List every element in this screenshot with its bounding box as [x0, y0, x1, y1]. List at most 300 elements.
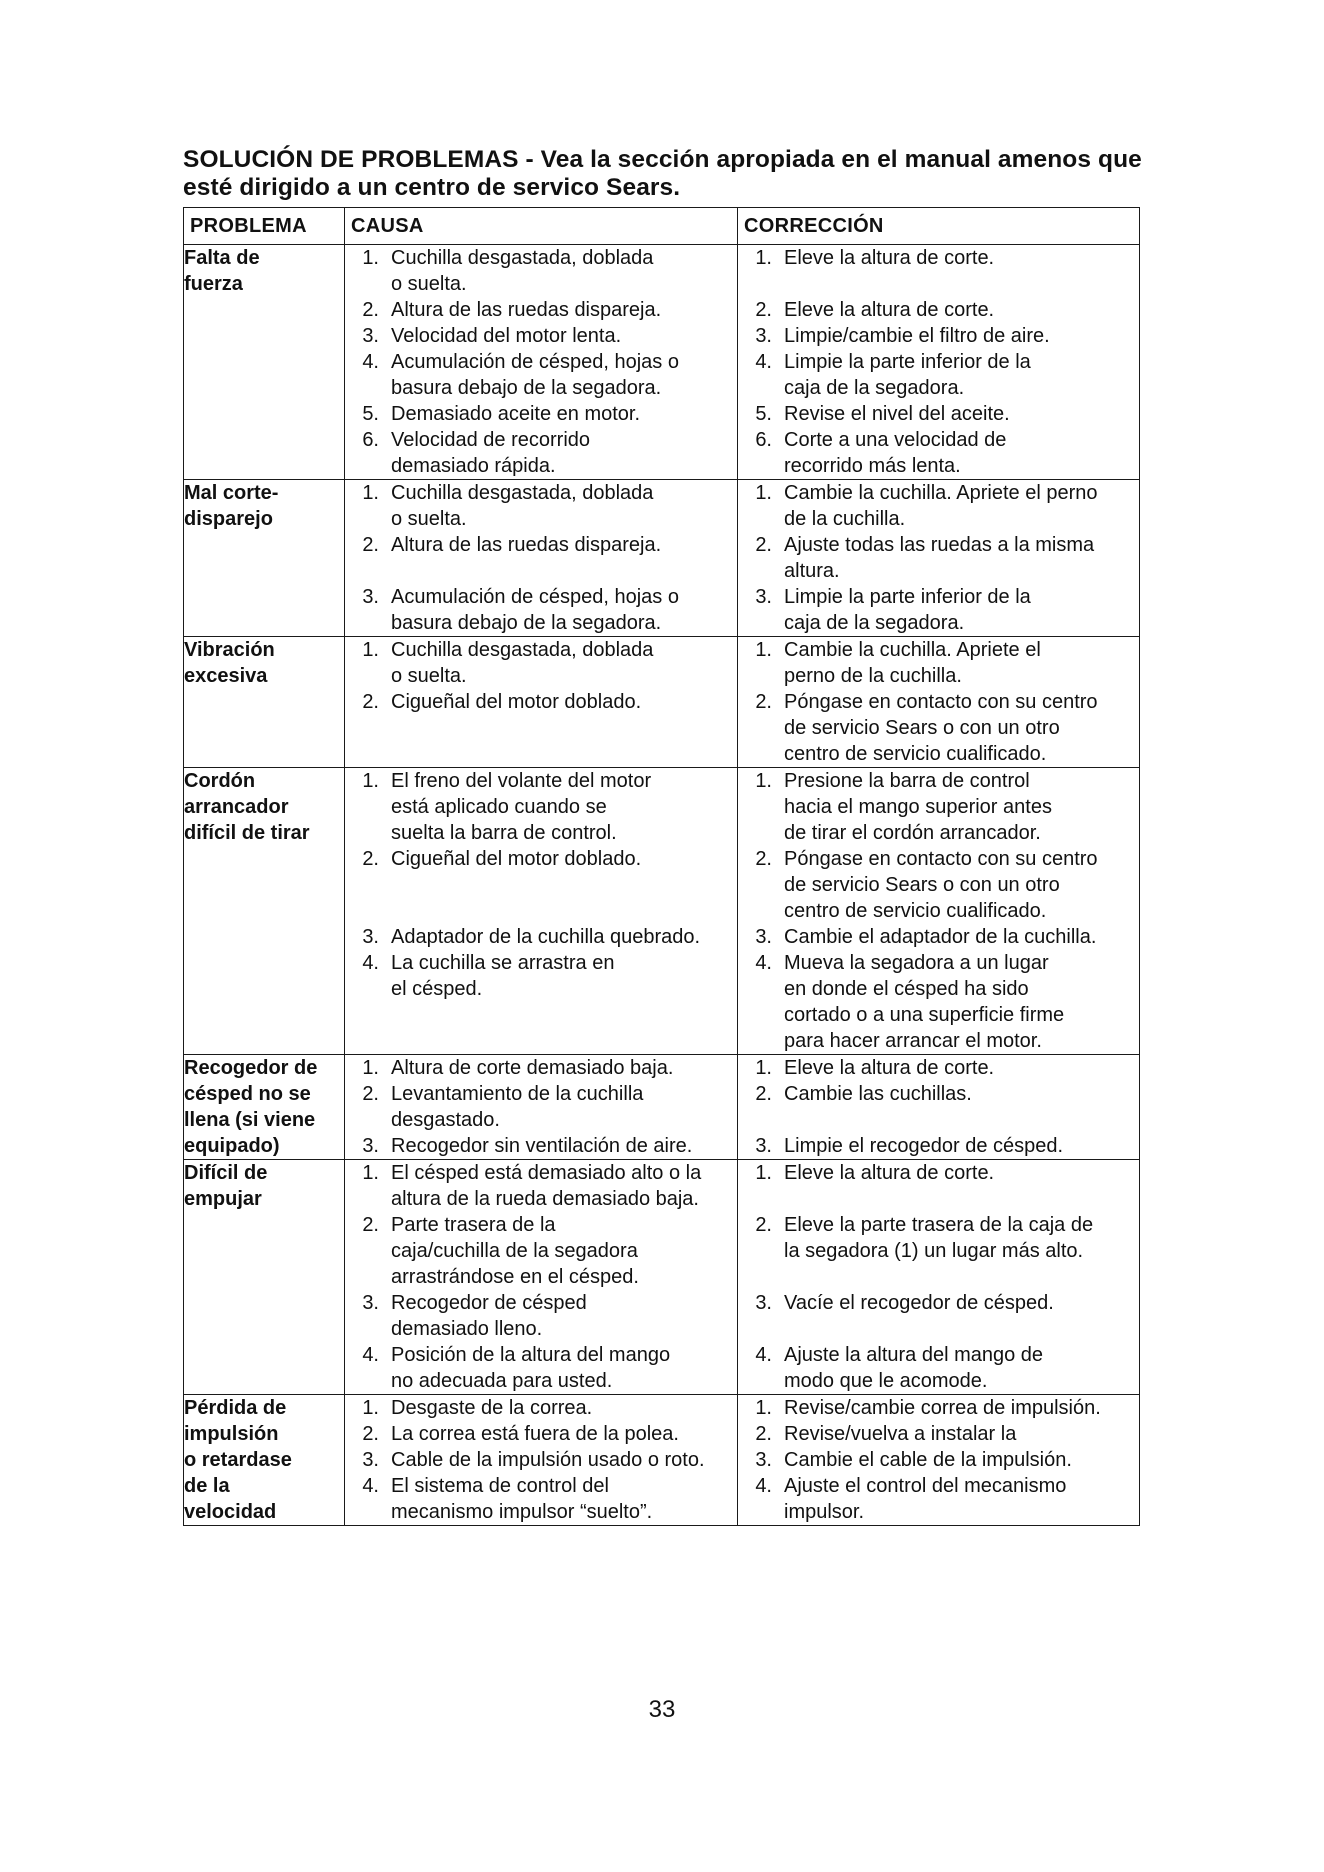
problem-text: equipado) — [184, 1135, 280, 1157]
cause-item — [345, 637, 737, 689]
heading-line-1: SOLUCIÓN DE PROBLEMAS - Vea la sección apropiada en el manual amenos que — [183, 146, 1142, 173]
problem-cell — [184, 480, 345, 637]
item-text — [391, 950, 737, 1002]
item-line: La correa está fuera de la polea. — [391, 1423, 679, 1445]
item-text — [784, 427, 1139, 479]
item-line: de tirar el cordón arrancador. — [784, 822, 1041, 844]
item-line: Póngase en contacto con su centro — [784, 691, 1098, 713]
item-line: suelta la barra de control. — [391, 822, 617, 844]
item-line: Parte trasera de la — [391, 1214, 556, 1236]
item-number: 3. — [362, 1135, 379, 1157]
problem-cell — [184, 1395, 345, 1526]
problem-text: arrancador — [184, 796, 289, 818]
cause-cell — [345, 480, 738, 637]
item-number: 4. — [362, 351, 379, 373]
item-line: Altura de las ruedas dispareja. — [391, 534, 662, 556]
item-line: Velocidad de recorrido — [391, 429, 591, 451]
item-line: arrastrándose en el césped. — [391, 1266, 639, 1288]
cause-item — [345, 532, 737, 584]
problem-cell — [184, 245, 345, 480]
fix-item — [738, 297, 1139, 323]
item-line: Vacíe el recogedor de césped. — [784, 1292, 1054, 1314]
cause-item — [345, 1473, 737, 1525]
item-line: Limpie el recogedor de césped. — [784, 1135, 1064, 1157]
fix-item — [738, 401, 1139, 427]
item-line: en donde el césped ha sido — [784, 978, 1029, 1000]
item-number: 3. — [362, 586, 379, 608]
cause-item — [345, 689, 737, 715]
item-text — [784, 532, 1139, 584]
item-text — [391, 1160, 737, 1212]
item-line: no adecuada para usted. — [391, 1370, 613, 1392]
cause-item — [345, 1421, 737, 1447]
item-number: 1. — [362, 482, 379, 504]
fix-cell — [738, 245, 1140, 480]
item-line: El césped está demasiado alto o la — [391, 1162, 702, 1184]
table-row — [184, 1055, 1140, 1160]
item-text — [784, 1081, 1139, 1133]
item-line: demasiado lleno. — [391, 1318, 543, 1340]
item-line: basura debajo de la segadora. — [391, 612, 662, 634]
fix-item — [738, 1290, 1139, 1342]
item-number: 1. — [362, 1397, 379, 1419]
item-line — [391, 898, 737, 924]
item-number: 3. — [755, 1135, 772, 1157]
item-text — [391, 480, 737, 532]
item-text — [784, 1133, 1139, 1159]
problem-text: empujar — [184, 1188, 262, 1210]
item-line: altura de la rueda demasiado baja. — [391, 1188, 699, 1210]
item-number: 1. — [362, 1162, 379, 1184]
item-line: Eleve la altura de corte. — [784, 1057, 995, 1079]
item-line: Limpie/cambie el filtro de aire. — [784, 325, 1050, 347]
item-text — [391, 689, 737, 715]
problem-text: de la — [184, 1475, 230, 1497]
item-text — [784, 846, 1139, 924]
item-number: 2. — [362, 848, 379, 870]
item-number: 1. — [755, 482, 772, 504]
troubleshooting-table — [183, 207, 1140, 1526]
page-number: 33 — [648, 1696, 676, 1723]
item-text — [784, 768, 1139, 846]
item-line: altura. — [784, 560, 840, 582]
item-line: Cigueñal del motor doblado. — [391, 691, 642, 713]
item-line — [784, 1107, 1139, 1133]
item-line: Eleve la altura de corte. — [784, 247, 995, 269]
fix-item — [738, 532, 1139, 584]
table-row — [184, 768, 1140, 1055]
table-row — [184, 245, 1140, 480]
item-line: La cuchilla se arrastra en — [391, 952, 615, 974]
item-line — [784, 1264, 1139, 1290]
fix-cell — [738, 1395, 1140, 1526]
item-text — [784, 297, 1139, 323]
cause-item — [345, 1055, 737, 1081]
item-number: 4. — [362, 1344, 379, 1366]
item-number: 2. — [755, 1423, 772, 1445]
cause-item — [345, 427, 737, 479]
item-line: Revise/vuelva a instalar la — [784, 1423, 1017, 1445]
item-text — [391, 1421, 737, 1447]
item-line: Levantamiento de la cuchilla — [391, 1083, 644, 1105]
item-number: 3. — [755, 926, 772, 948]
item-number: 4. — [755, 1475, 772, 1497]
cause-item — [345, 245, 737, 297]
item-line: Mueva la segadora a un lugar — [784, 952, 1049, 974]
item-text — [784, 1160, 1139, 1212]
item-number: 3. — [755, 1292, 772, 1314]
item-line: o suelta. — [391, 508, 467, 530]
fix-cell — [738, 1160, 1140, 1395]
item-number: 4. — [362, 952, 379, 974]
item-line: Cambie las cuchillas. — [784, 1083, 972, 1105]
item-line: impulsor. — [784, 1501, 865, 1523]
item-text — [391, 1290, 737, 1342]
item-number: 5. — [755, 403, 772, 425]
problem-text: velocidad — [184, 1501, 277, 1523]
problem-text: Falta de — [184, 247, 260, 269]
cause-item — [345, 924, 737, 950]
item-number: 2. — [755, 691, 772, 713]
cause-item — [345, 1447, 737, 1473]
problem-cell — [184, 637, 345, 768]
page-heading — [183, 146, 1143, 202]
item-text — [391, 1395, 737, 1421]
fix-item — [738, 349, 1139, 401]
fix-item — [738, 950, 1139, 1054]
item-number: 1. — [362, 639, 379, 661]
item-number: 4. — [755, 1344, 772, 1366]
item-line: Demasiado aceite en motor. — [391, 403, 641, 425]
fix-item — [738, 1055, 1139, 1081]
item-number: 2. — [362, 1423, 379, 1445]
item-text — [391, 1081, 737, 1133]
item-line: Altura de corte demasiado baja. — [391, 1057, 674, 1079]
item-number: 1. — [362, 247, 379, 269]
item-line: demasiado rápida. — [391, 455, 556, 477]
item-line: mecanismo impulsor “suelto”. — [391, 1501, 653, 1523]
item-line: caja/cuchilla de la segadora — [391, 1240, 638, 1262]
fix-item — [738, 637, 1139, 689]
item-number: 1. — [755, 1397, 772, 1419]
item-line: Recogedor sin ventilación de aire. — [391, 1135, 693, 1157]
item-line: Limpie la parte inferior de la — [784, 351, 1031, 373]
fix-cell — [738, 637, 1140, 768]
fix-item — [738, 427, 1139, 479]
item-line: Altura de las ruedas dispareja. — [391, 299, 662, 321]
item-line: caja de la segadora. — [784, 612, 965, 634]
item-line: cortado o a una superficie firme — [784, 1004, 1065, 1026]
item-number: 1. — [362, 1057, 379, 1079]
item-line: o suelta. — [391, 273, 467, 295]
item-line: Revise el nivel del aceite. — [784, 403, 1010, 425]
item-text — [784, 480, 1139, 532]
fix-item — [738, 1395, 1139, 1421]
item-text — [391, 349, 737, 401]
cause-item — [345, 323, 737, 349]
item-number: 2. — [362, 534, 379, 556]
item-number: 1. — [362, 770, 379, 792]
item-line: Ajuste la altura del mango de — [784, 1344, 1044, 1366]
problem-text: disparejo — [184, 508, 273, 530]
item-line: Cuchilla desgastada, doblada — [391, 639, 654, 661]
item-line: de servicio Sears o con un otro — [784, 874, 1060, 896]
item-line: centro de servicio cualificado. — [784, 900, 1047, 922]
fix-item — [738, 1133, 1139, 1159]
item-line: Cambie el adaptador de la cuchilla. — [784, 926, 1097, 948]
item-text — [784, 1473, 1139, 1525]
item-line: Presione la barra de control — [784, 770, 1030, 792]
cause-item — [345, 1133, 737, 1159]
fix-cell — [738, 1055, 1140, 1160]
item-line: Recogedor de césped — [391, 1292, 587, 1314]
item-line: Desgaste de la correa. — [391, 1397, 593, 1419]
item-line: centro de servicio cualificado. — [784, 743, 1047, 765]
cause-item — [345, 950, 737, 1002]
item-line: Acumulación de césped, hojas o — [391, 351, 679, 373]
item-text — [391, 1342, 737, 1394]
cause-item — [345, 297, 737, 323]
cause-item — [345, 768, 737, 846]
fix-item — [738, 689, 1139, 767]
cause-item — [345, 1290, 737, 1342]
item-number: 3. — [755, 325, 772, 347]
cause-cell — [345, 1055, 738, 1160]
problem-text: llena (si viene — [184, 1109, 316, 1131]
item-line: el césped. — [391, 978, 483, 1000]
item-text — [784, 1342, 1139, 1394]
table-row — [184, 637, 1140, 768]
problem-text: Recogedor de — [184, 1057, 318, 1079]
item-text — [391, 584, 737, 636]
problem-text: césped no se — [184, 1083, 311, 1105]
item-line: modo que le acomode. — [784, 1370, 988, 1392]
item-line: para hacer arrancar el motor. — [784, 1030, 1042, 1052]
problem-text: impulsión — [184, 1423, 279, 1445]
item-text — [784, 637, 1139, 689]
item-text — [784, 950, 1139, 1054]
item-text — [784, 401, 1139, 427]
item-line: de la cuchilla. — [784, 508, 906, 530]
item-text — [391, 1055, 737, 1081]
item-line: Ajuste todas las ruedas a la misma — [784, 534, 1095, 556]
item-line: Acumulación de césped, hojas o — [391, 586, 679, 608]
item-line: Limpie la parte inferior de la — [784, 586, 1031, 608]
item-text — [784, 1055, 1139, 1081]
item-text — [391, 768, 737, 846]
item-number: 1. — [755, 247, 772, 269]
table-body — [184, 245, 1140, 1526]
fix-item — [738, 924, 1139, 950]
item-number: 1. — [755, 1162, 772, 1184]
cause-item — [345, 480, 737, 532]
item-number: 3. — [362, 325, 379, 347]
item-line: perno de la cuchilla. — [784, 665, 962, 687]
item-text — [784, 689, 1139, 767]
table-row — [184, 1395, 1140, 1526]
item-line: está aplicado cuando se — [391, 796, 607, 818]
item-number: 3. — [362, 1292, 379, 1314]
item-text — [391, 323, 737, 349]
item-line: Corte a una velocidad de — [784, 429, 1007, 451]
item-text — [391, 532, 737, 584]
problem-text: Difícil de — [184, 1162, 268, 1184]
problem-text: Mal corte- — [184, 482, 279, 504]
item-line: Eleve la parte trasera de la caja de — [784, 1214, 1094, 1236]
problem-text: difícil de tirar — [184, 822, 310, 844]
item-line: Cable de la impulsión usado o roto. — [391, 1449, 705, 1471]
header-problem: PROBLEMA — [184, 208, 345, 245]
item-text — [784, 1395, 1139, 1421]
cause-cell — [345, 768, 738, 1055]
problem-text: o retardase — [184, 1449, 292, 1471]
problem-cell — [184, 1160, 345, 1395]
item-number: 4. — [362, 1475, 379, 1497]
item-text — [391, 637, 737, 689]
item-number: 5. — [362, 403, 379, 425]
problem-text: Cordón — [184, 770, 256, 792]
item-number: 2. — [755, 1214, 772, 1236]
header-cause: CAUSA — [345, 208, 738, 245]
cause-item — [345, 349, 737, 401]
item-text — [391, 1212, 737, 1290]
item-text — [391, 245, 737, 297]
item-text — [391, 924, 737, 950]
item-line: Cambie la cuchilla. Apriete el — [784, 639, 1041, 661]
item-text — [391, 1447, 737, 1473]
item-number: 1. — [755, 770, 772, 792]
item-line: El freno del volante del motor — [391, 770, 652, 792]
item-line: Cambie el cable de la impulsión. — [784, 1449, 1072, 1471]
cause-cell — [345, 245, 738, 480]
item-line: El sistema de control del — [391, 1475, 609, 1497]
item-line: Cigueñal del motor doblado. — [391, 848, 642, 870]
item-number: 2. — [755, 1083, 772, 1105]
item-text — [784, 1212, 1139, 1290]
item-number: 3. — [755, 586, 772, 608]
item-line: Cuchilla desgastada, doblada — [391, 482, 654, 504]
cause-item — [345, 1212, 737, 1290]
item-line: de servicio Sears o con un otro — [784, 717, 1060, 739]
cause-item — [345, 1342, 737, 1394]
cause-cell — [345, 1395, 738, 1526]
item-number: 2. — [362, 1083, 379, 1105]
cause-item — [345, 401, 737, 427]
problem-cell — [184, 768, 345, 1055]
item-number: 2. — [362, 691, 379, 713]
item-line: caja de la segadora. — [784, 377, 965, 399]
problem-text: Pérdida de — [184, 1397, 287, 1419]
item-text — [784, 1290, 1139, 1342]
item-text — [391, 1133, 737, 1159]
item-line: recorrido más lenta. — [784, 455, 961, 477]
fix-item — [738, 1342, 1139, 1394]
problem-text: Vibración — [184, 639, 275, 661]
item-line: Revise/cambie correa de impulsión. — [784, 1397, 1101, 1419]
item-line: Ajuste el control del mecanismo — [784, 1475, 1067, 1497]
table-row — [184, 480, 1140, 637]
item-line: Adaptador de la cuchilla quebrado. — [391, 926, 701, 948]
cause-item — [345, 1395, 737, 1421]
item-line: Eleve la altura de corte. — [784, 1162, 995, 1184]
item-text — [391, 401, 737, 427]
fix-item — [738, 1081, 1139, 1133]
item-line — [391, 558, 737, 584]
table-row — [184, 1160, 1140, 1395]
item-line: Posición de la altura del mango — [391, 1344, 671, 1366]
fix-item — [738, 768, 1139, 846]
fix-item — [738, 584, 1139, 636]
item-line: hacia el mango superior antes — [784, 796, 1052, 818]
item-text — [784, 349, 1139, 401]
fix-item — [738, 323, 1139, 349]
item-number: 2. — [362, 299, 379, 321]
item-line: la segadora (1) un lugar más alto. — [784, 1240, 1084, 1262]
cause-item — [345, 1081, 737, 1133]
item-text — [784, 323, 1139, 349]
item-line: Cuchilla desgastada, doblada — [391, 247, 654, 269]
table-header-row — [184, 208, 1140, 245]
item-text — [784, 1421, 1139, 1447]
problem-text: excesiva — [184, 665, 268, 687]
fix-item — [738, 1447, 1139, 1473]
item-line: Póngase en contacto con su centro — [784, 848, 1098, 870]
heading-line-2: esté dirigido a un centro de servico Sears. — [183, 174, 681, 201]
item-number: 6. — [362, 429, 379, 451]
item-number: 3. — [755, 1449, 772, 1471]
item-line — [784, 1316, 1139, 1342]
item-number: 2. — [755, 534, 772, 556]
cause-cell — [345, 1160, 738, 1395]
item-number: 2. — [362, 1214, 379, 1236]
item-text — [391, 846, 737, 924]
fix-item — [738, 1421, 1139, 1447]
item-number: 1. — [755, 639, 772, 661]
item-text — [784, 584, 1139, 636]
problem-text: fuerza — [184, 273, 243, 295]
fix-cell — [738, 480, 1140, 637]
item-text — [784, 924, 1139, 950]
item-number: 6. — [755, 429, 772, 451]
fix-item — [738, 1473, 1139, 1525]
item-number: 3. — [362, 1449, 379, 1471]
fix-item — [738, 480, 1139, 532]
item-text — [784, 245, 1139, 297]
item-number: 2. — [755, 299, 772, 321]
item-line: Eleve la altura de corte. — [784, 299, 995, 321]
item-number: 4. — [755, 952, 772, 974]
item-number: 4. — [755, 351, 772, 373]
header-fix: CORRECCIÓN — [738, 208, 1140, 245]
fix-item — [738, 1160, 1139, 1212]
fix-item — [738, 245, 1139, 297]
item-line: o suelta. — [391, 665, 467, 687]
item-text — [391, 297, 737, 323]
item-line: desgastado. — [391, 1109, 500, 1131]
item-number: 1. — [755, 1057, 772, 1079]
fix-item — [738, 846, 1139, 924]
item-text — [391, 427, 737, 479]
cause-item — [345, 846, 737, 924]
item-number: 2. — [755, 848, 772, 870]
item-text — [784, 1447, 1139, 1473]
item-line — [391, 872, 737, 898]
cause-item — [345, 1160, 737, 1212]
item-line — [784, 1186, 1139, 1212]
item-line: Velocidad del motor lenta. — [391, 325, 622, 347]
item-line: Cambie la cuchilla. Apriete el perno — [784, 482, 1098, 504]
item-line: basura debajo de la segadora. — [391, 377, 662, 399]
